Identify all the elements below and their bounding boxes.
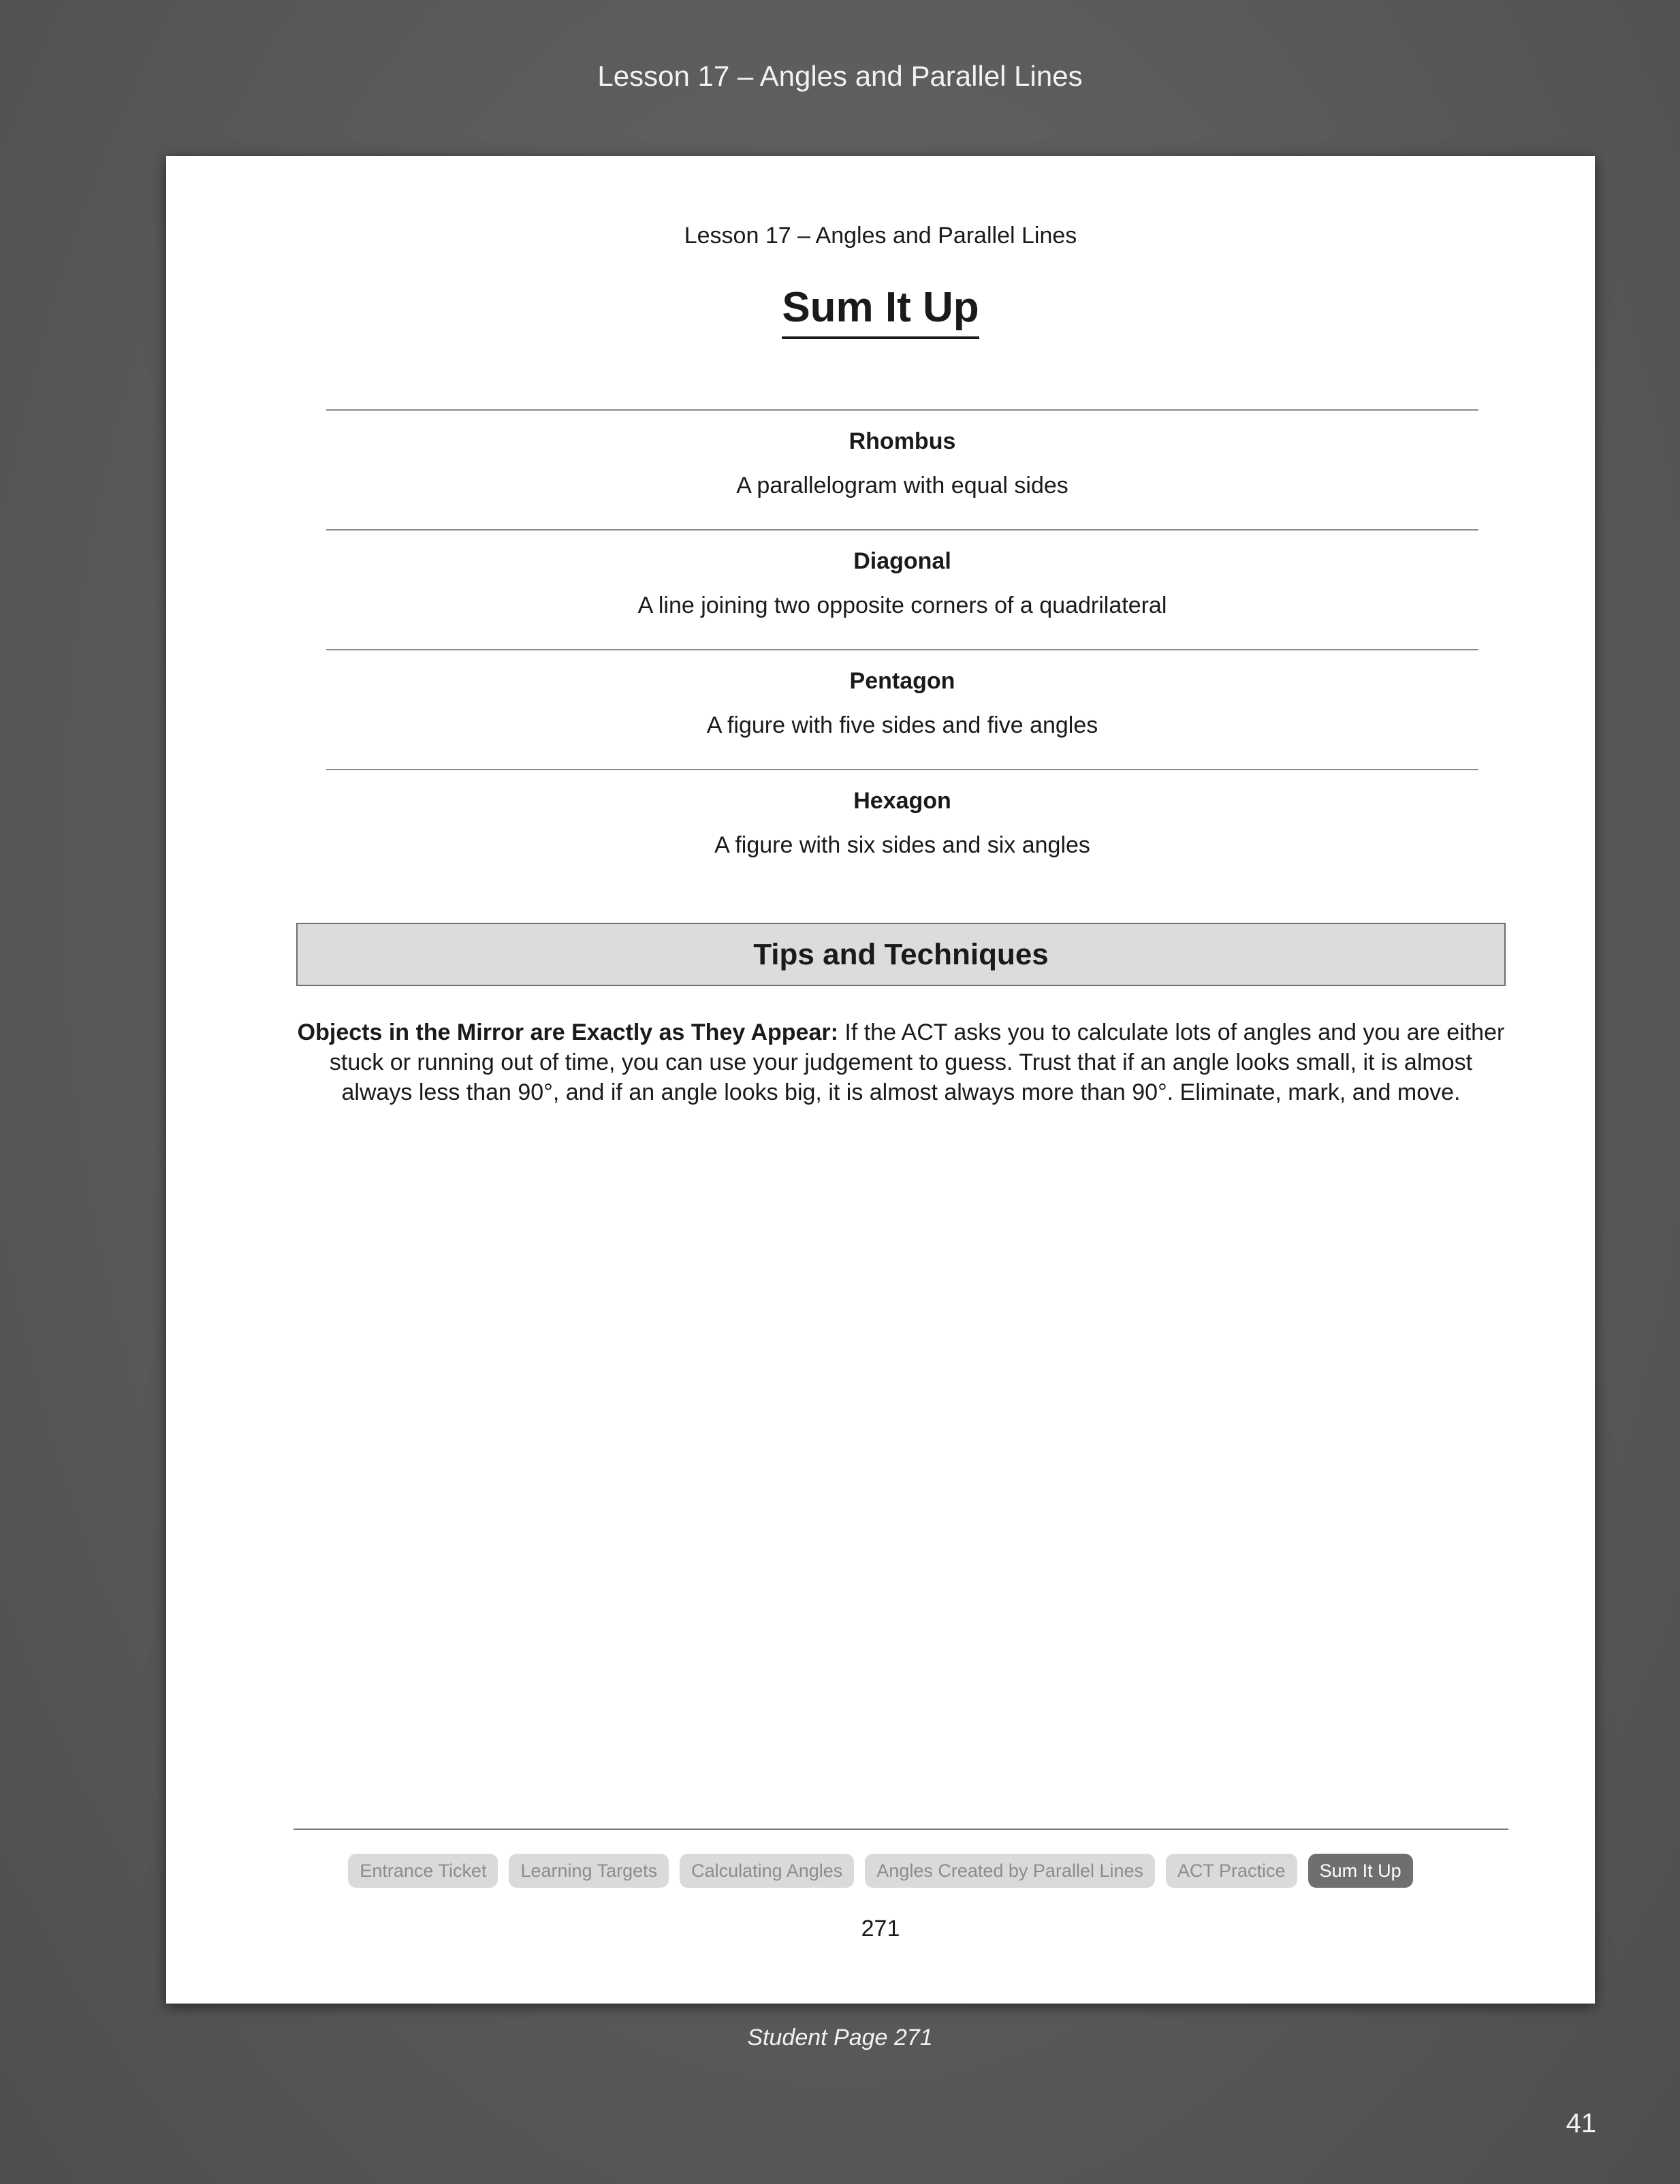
nav-tab-angles-parallel-lines[interactable]: Angles Created by Parallel Lines [865,1854,1155,1888]
section-title-text: Sum It Up [782,281,979,339]
definition-item [326,769,1478,889]
definition-description: A line joining two opposite corners of a quadrilateral [637,592,1167,618]
definition-description: A parallelogram with equal sides [736,473,1068,498]
nav-tab-learning-targets[interactable]: Learning Targets [509,1854,669,1888]
definition-description: A figure with six sides and six angles [714,832,1090,858]
document-top-title: Lesson 17 – Angles and Parallel Lines [597,60,1083,92]
nav-tab-entrance-ticket[interactable]: Entrance Ticket [348,1854,498,1888]
definition-term: Diagonal [853,548,951,574]
tips-lead: Objects in the Mirror are Exactly as They Appear: [297,1019,838,1045]
student-page [166,156,1595,2004]
nav-tab-sum-it-up[interactable]: Sum It Up [1308,1854,1413,1888]
page-header: Lesson 17 – Angles and Parallel Lines [684,223,1077,249]
nav-tab-calculating-angles[interactable]: Calculating Angles [680,1854,854,1888]
definition-item [326,529,1478,649]
footer-divider [294,1829,1508,1830]
definition-description: A figure with five sides and five angles [706,712,1098,738]
tips-heading-box: Tips and Techniques [296,923,1506,986]
page-caption: Student Page 271 [747,2025,933,2051]
tips-body: If the ACT asks you to calculate lots of angles and you are either stuck or running out of time, you can use your judgement to guess. Trust that if an angle looks small, it is almost always less than 90°, and if an angle looks big, it is almost always more than 90°. Eliminate, mark, and move. [329,1019,1505,1105]
definition-term: Rhombus [849,428,956,454]
page-number: 271 [861,1916,900,1942]
section-title [166,281,1595,339]
definition-term: Hexagon [853,788,951,814]
tips-paragraph [296,1017,1506,1107]
definition-item [326,409,1478,529]
book-page-number: 41 [1566,2108,1596,2138]
definition-item [326,649,1478,769]
nav-tab-act-practice[interactable]: ACT Practice [1166,1854,1297,1888]
section-nav [166,1854,1595,1888]
definition-term: Pentagon [849,668,955,694]
definitions-list [326,409,1478,889]
